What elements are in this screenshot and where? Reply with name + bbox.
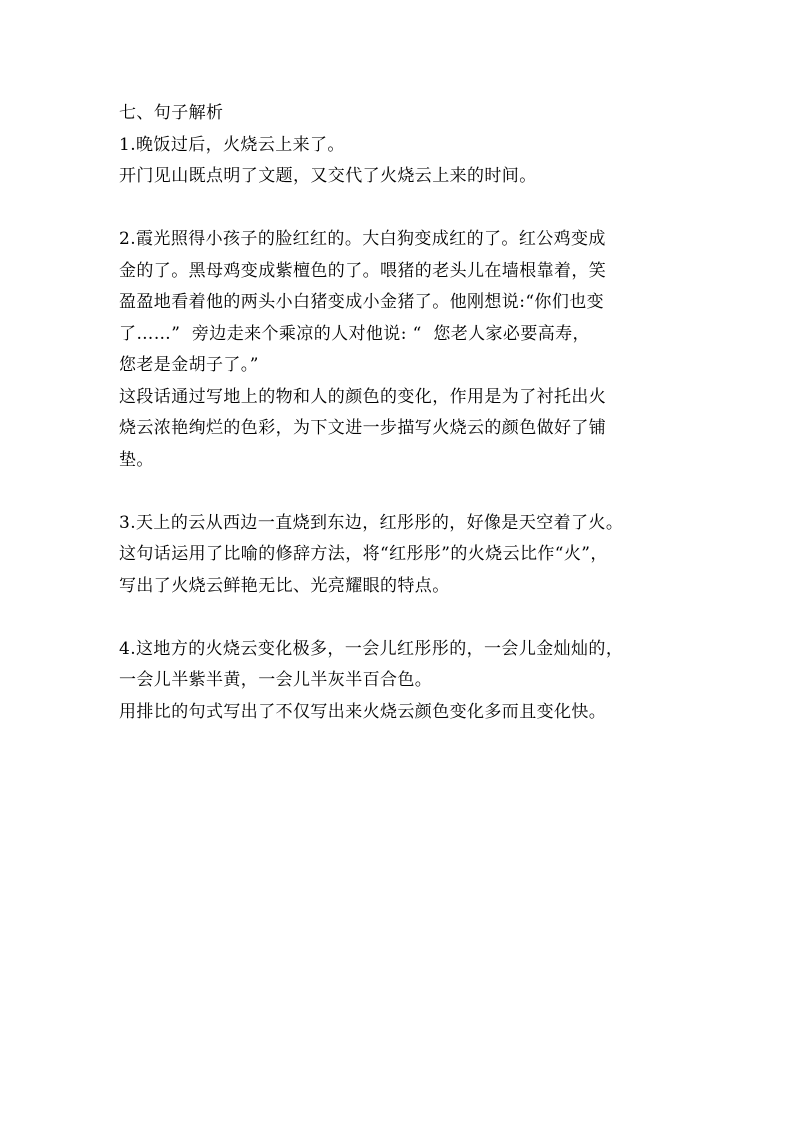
sentence-1-analysis: 开门见山既点明了文题，又交代了火烧云上来的时间。 bbox=[119, 166, 537, 186]
sentence-2-quote-line-2: 金的了。黑母鸡变成紫檀色的了。喂猪的老头儿在墙根靠着，笑 bbox=[119, 260, 607, 281]
paragraph-spacer bbox=[119, 476, 679, 508]
sentence-2-analysis-line-2: 烧云浓艳绚烂的色彩，为下文进一步描写火烧云的颜色做好了铺 bbox=[119, 418, 607, 438]
document-body bbox=[119, 98, 679, 728]
sentence-2-quote-line-1: 2.霞光照得小孩子的脸红红的。大白狗变成红的了。红公鸡变成 bbox=[119, 229, 606, 249]
section-title: 七、句子解析 bbox=[119, 103, 224, 123]
sentence-2-quote-line-5: 您老是金胡子了。” bbox=[119, 355, 259, 375]
sentence-2-analysis-line-3: 垫。 bbox=[119, 449, 154, 470]
sentence-4-analysis: 用排比的句式写出了不仅写出来火烧云颜色变化多而且变化快。 bbox=[119, 701, 607, 722]
paragraph-spacer bbox=[119, 602, 679, 634]
sentence-2-analysis-line-1: 这段话通过写地上的物和人的颜色的变化，作用是为了衬托出火 bbox=[119, 386, 607, 407]
sentence-2-quote-line-3: 盈盈地看着他的两头小白猪变成小金猪了。他刚想说:“你们也变 bbox=[119, 292, 605, 312]
sentence-3-analysis-line-2: 写出了火烧云鲜艳无比、光亮耀眼的特点。 bbox=[119, 575, 450, 596]
paragraph-spacer bbox=[119, 193, 679, 225]
sentence-4-quote-line-1: 4.这地方的火烧云变化极多，一会儿红彤彤的，一会儿金灿灿的， bbox=[119, 638, 624, 659]
sentence-3-quote: 3.天上的云从西边一直烧到东边，红彤彤的，好像是天空着了火。 bbox=[119, 512, 624, 533]
sentence-3-analysis-line-1: 这句话运用了比喻的修辞方法，将“红彤彤”的火烧云比作“火”， bbox=[119, 544, 608, 564]
sentence-4-quote-line-2: 一会儿半紫半黄，一会儿半灰半百合色。 bbox=[119, 670, 433, 690]
sentence-1-quote: 1.晚饭过后，火烧云上来了。 bbox=[119, 134, 345, 155]
sentence-2-quote-line-4: 了……” 旁边走来个乘凉的人对他说: “ 您老人家必要高寿， bbox=[119, 323, 590, 344]
